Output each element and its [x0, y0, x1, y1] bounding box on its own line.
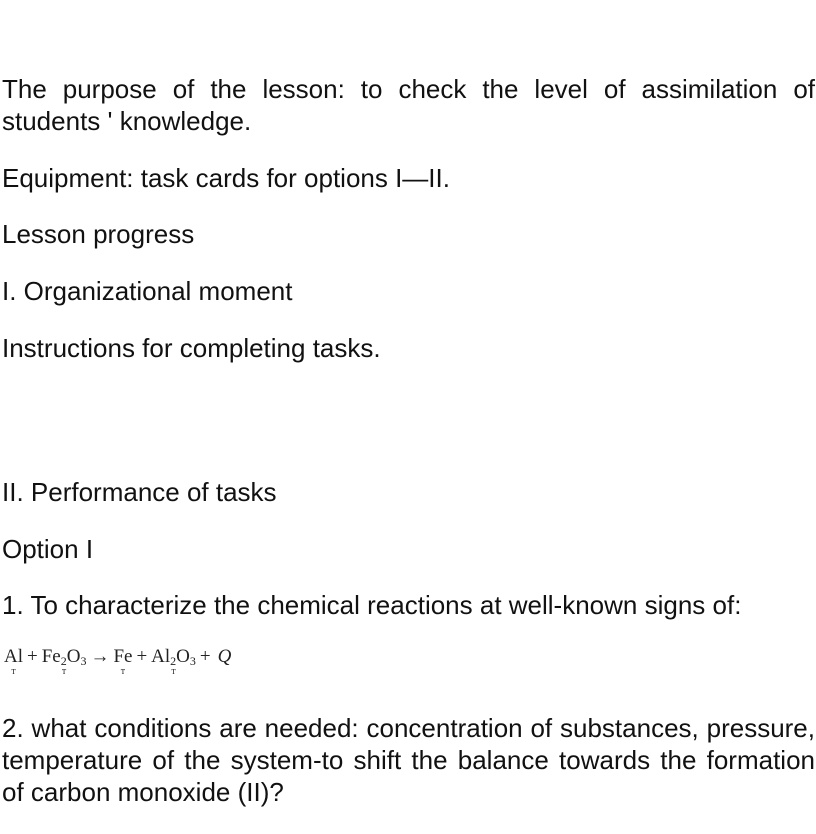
heat-q: Q	[217, 646, 232, 667]
task-2: 2. what conditions are needed: concentration of substances, pressure, temperature of the system-to shift the balance towards the formation of carbon monoxide (II)?	[2, 713, 815, 807]
product-al2o3: $Al_2O_3$ т	[151, 646, 196, 677]
state-label: т	[120, 666, 126, 677]
product-fe: Fe т	[113, 646, 133, 677]
state-label: т	[171, 666, 176, 677]
lesson-purpose: The purpose of the lesson: to check the level of assimilation of students ' knowledge.	[2, 74, 815, 136]
equipment-line: Equipment: task cards for options I—II.	[2, 163, 450, 193]
chemical-equation	[4, 646, 304, 686]
instructions-line: Instructions for completing tasks.	[2, 333, 381, 363]
progress-heading: Lesson progress	[2, 219, 195, 249]
reactant-fe2o3: $Fe_2O_3$ т	[41, 646, 87, 677]
option-label: Option I	[2, 534, 94, 564]
section-performance: II. Performance of tasks	[2, 477, 277, 507]
plus-sign: +	[199, 646, 211, 667]
state-label: т	[11, 666, 16, 677]
task-1: 1. To characterize the chemical reactions at well-known signs of:	[2, 590, 742, 620]
plus-sign: +	[27, 646, 38, 667]
state-label: т	[61, 666, 67, 677]
plus-sign: +	[136, 646, 148, 667]
reactant-al: Al т	[4, 646, 23, 677]
section-organizational: I. Organizational moment	[2, 276, 293, 306]
reaction-arrow: →	[90, 646, 110, 667]
